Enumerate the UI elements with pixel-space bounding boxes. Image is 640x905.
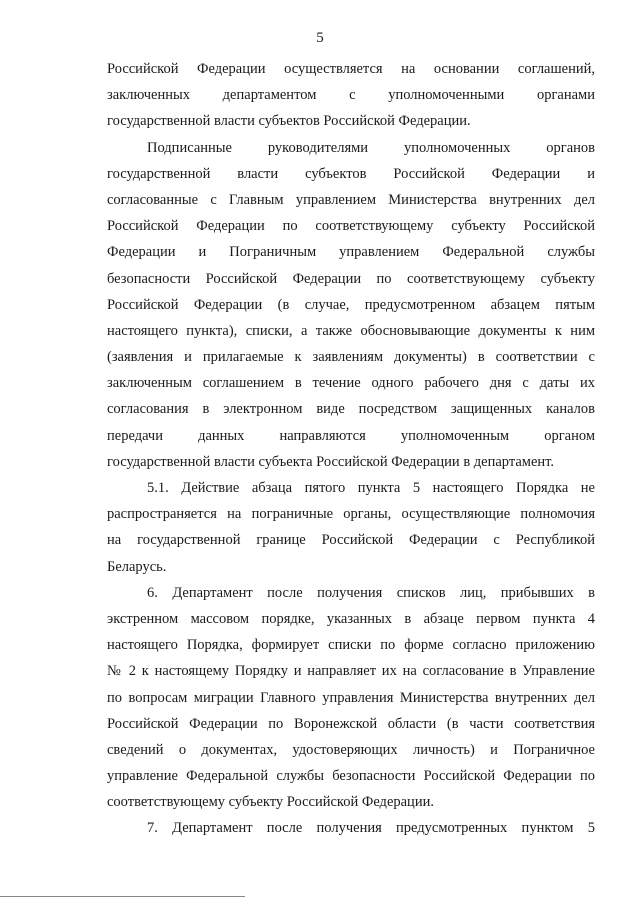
text-line: 5.1. Действие абзаца пятого пункта 5 настоящего Порядка не: [147, 480, 595, 496]
text-line: передачи данных направляются уполномоченным органом: [107, 427, 595, 444]
text-line: № 2 к настоящему Порядку и направляет их на согласование в Управление: [107, 663, 595, 680]
text-line: распространяется на пограничные органы, осуществляющие полномочия: [107, 506, 595, 523]
text-line: на государственной границе Российской Федерации с Республикой: [107, 532, 595, 549]
page-number: 5: [316, 30, 324, 46]
text-line: государственной власти субъектов Российской Федерации и: [107, 165, 595, 182]
text-line: экстренном массовом порядке, указанных в абзаце первом пункта 4: [107, 610, 595, 627]
text-line: заключенных департаментом с уполномоченными органами: [107, 87, 595, 104]
text-line: 6. Департамент после получения списков лиц, прибывших в: [147, 584, 595, 601]
text-line: управление Федеральной службы безопасности Российской Федерации по: [107, 768, 595, 785]
text-line: 7. Департамент после получения предусмотренных пунктом 5: [147, 820, 595, 837]
text-line: настоящего пункта), списки, а также обосновывающие документы к ним: [107, 322, 595, 339]
text-line: (заявления и прилагаемые к заявлениям документы) в соответствии с: [107, 349, 595, 366]
text-line: Федерации и Пограничным управлением Федеральной службы: [107, 244, 595, 261]
text-line: Подписанные руководителями уполномоченных органов: [147, 139, 595, 156]
text-line: сведений о документах, удостоверяющих личность) и Пограничное: [107, 741, 595, 758]
text-line: Беларусь.: [107, 558, 167, 575]
text-line: Российской Федерации по соответствующему субъекту Российской: [107, 218, 595, 235]
text-line: заключенным соглашением в течение одного рабочего дня с даты их: [107, 375, 595, 392]
text-line: безопасности Российской Федерации по соответствующему субъекту: [107, 270, 595, 287]
text-line: Российской Федерации осуществляется на основании соглашений,: [107, 61, 595, 77]
document-body: [107, 56, 595, 842]
text-line: государственной власти субъектов Российской Федерации.: [107, 113, 471, 130]
text-line: согласованные с Главным управлением Министерства внутренних дел: [107, 191, 595, 208]
footer-rule: [0, 896, 245, 897]
text-line: соответствующему субъекту Российской Федерации.: [107, 794, 434, 811]
text-line: по вопросам миграции Главного управления Министерства внутренних дел: [107, 689, 595, 706]
text-line: согласования в электронном виде посредством защищенных каналов: [107, 401, 595, 418]
text-line: Российской Федерации по Воронежской области (в части соответствия: [107, 715, 595, 732]
text-line: настоящего Порядка, формирует списки по форме согласно приложению: [107, 637, 595, 654]
text-line: Российской Федерации (в случае, предусмотренном абзацем пятым: [107, 296, 595, 313]
text-line: государственной власти субъекта Российской Федерации в департамент.: [107, 453, 555, 470]
